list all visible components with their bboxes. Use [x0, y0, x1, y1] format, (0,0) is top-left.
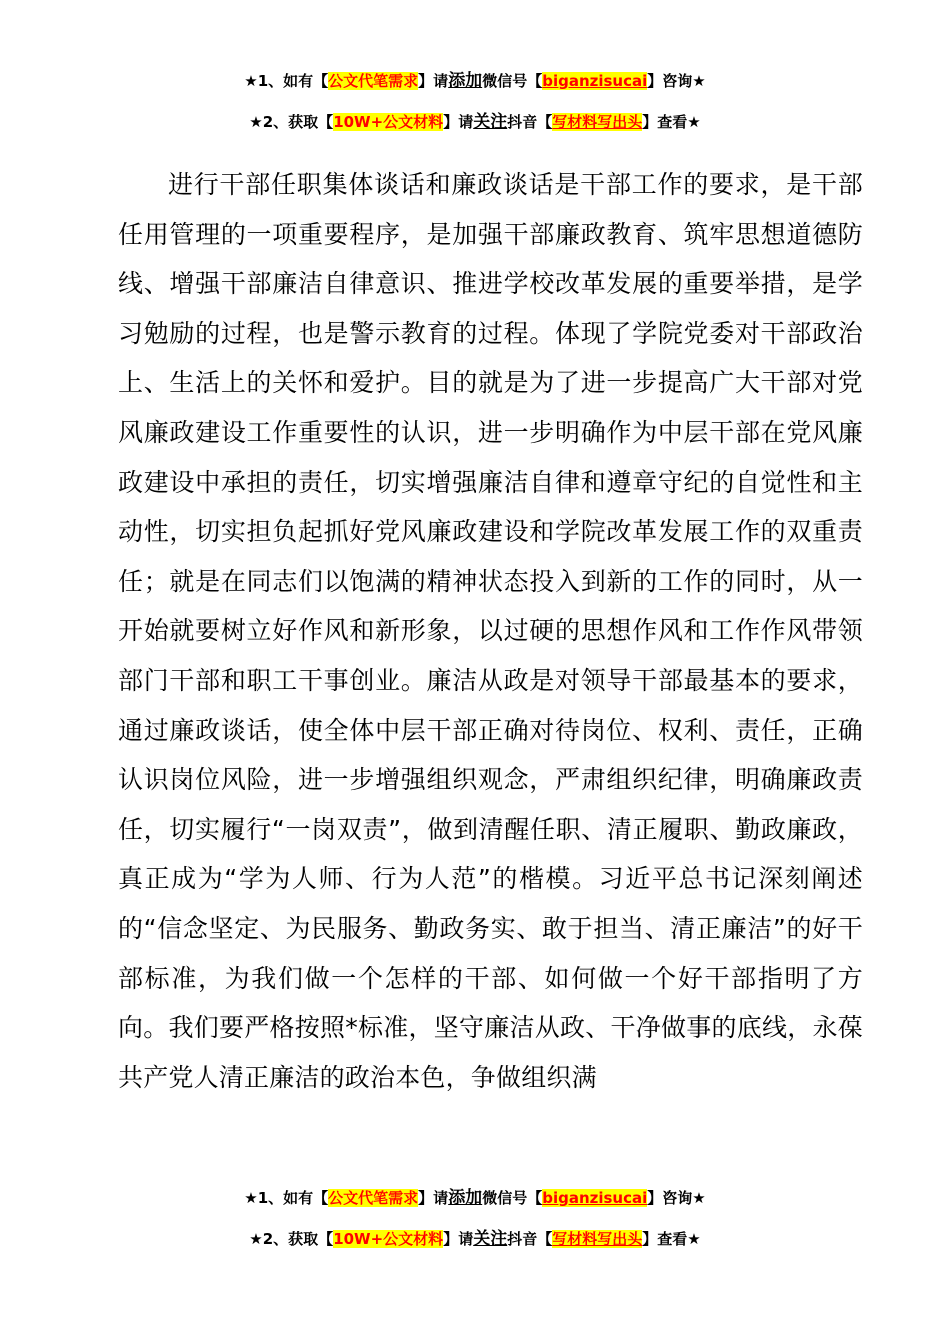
banner-suffix: 】查看★ [642, 113, 701, 131]
header-banner-line-1 [0, 70, 950, 92]
banner-middle2: 微信号【 [482, 1189, 543, 1207]
banner-suffix: 】查看★ [642, 1230, 701, 1248]
banner-highlight: 公文代笔需求 [328, 1189, 419, 1207]
footer-banner-line-2 [0, 1228, 950, 1250]
banner-middle: 】请 [443, 1230, 474, 1248]
banner-emphasis: 关注 [473, 1229, 508, 1249]
banner-prefix: ★1、如有【 [244, 1189, 329, 1207]
banner-middle2: 抖音【 [507, 113, 553, 131]
banner-prefix: ★2、获取【 [249, 113, 334, 131]
banner-prefix: ★2、获取【 [249, 1230, 334, 1248]
banner-highlight: 10W+公文材料 [333, 1230, 444, 1248]
banner-emphasis: 添加 [448, 71, 483, 91]
douyin-account-link[interactable]: 写材料写出头 [552, 113, 643, 131]
banner-suffix: 】咨询★ [647, 72, 706, 90]
banner-highlight: 公文代笔需求 [328, 72, 419, 90]
wechat-id-link[interactable]: biganzisucai [542, 1189, 648, 1207]
banner-middle: 】请 [443, 113, 474, 131]
banner-suffix: 】咨询★ [647, 1189, 706, 1207]
banner-emphasis: 添加 [448, 1188, 483, 1208]
banner-middle: 】请 [418, 1189, 449, 1207]
banner-middle2: 抖音【 [507, 1230, 553, 1248]
banner-emphasis: 关注 [473, 112, 508, 132]
footer-banner-line-1 [0, 1187, 950, 1209]
banner-middle2: 微信号【 [482, 72, 543, 90]
banner-middle: 】请 [418, 72, 449, 90]
header-banner-line-2 [0, 111, 950, 133]
douyin-account-link[interactable]: 写材料写出头 [552, 1230, 643, 1248]
banner-highlight: 10W+公文材料 [333, 113, 444, 131]
document-paragraph: 进行干部任职集体谈话和廉政谈话是干部工作的要求，是干部任用管理的一项重要程序，是加强干部廉政教育、筑牢思想道德防线、增强干部廉洁自律意识、推进学校改革发展的重要举措，是学习勉励的过程，也是警示教育的过程。体现了学院党委对干部政治上、生活上的关怀和爱护。目的就是为了进一步提高广大干部对党风廉政建设工作重要性的认识，进一步明确作为中层干部在党风廉政建设中承担的责任，切实增强廉洁自律和遵章守纪的自觉性和主动性，切实担负起抓好党风廉政建设和学院改革发展工作的双重责任；就是在同志们以饱满的精神状态投入到新的工作的同时，从一开始就要树立好作风和新形象，以过硬的思想作风和工作作风带领部门干部和职工干事创业。廉洁从政是对领导干部最基本的要求，通过廉政谈话，使全体中层干部正确对待岗位、权利、责任，正确认识岗位风险，进一步增强组织观念，严肃组织纪律，明确廉政责任，切实履行“一岗双责”，做到清醒任职、清正履职、勤政廉政，真正成为“学为人师、行为人范”的楷模。习近平总书记深刻阐述的“信念坚定、为民服务、勤政务实、敢于担当、清正廉洁”的好干部标准，为我们做一个怎样的干部、如何做一个好干部指明了方向。我们要严格按照*标准，坚守廉洁从政、干净做事的底线，永葆共产党人清正廉洁的政治本色，争做组织满 [118, 170, 863, 1092]
wechat-id-link[interactable]: biganzisucai [542, 72, 648, 90]
banner-prefix: ★1、如有【 [244, 72, 329, 90]
